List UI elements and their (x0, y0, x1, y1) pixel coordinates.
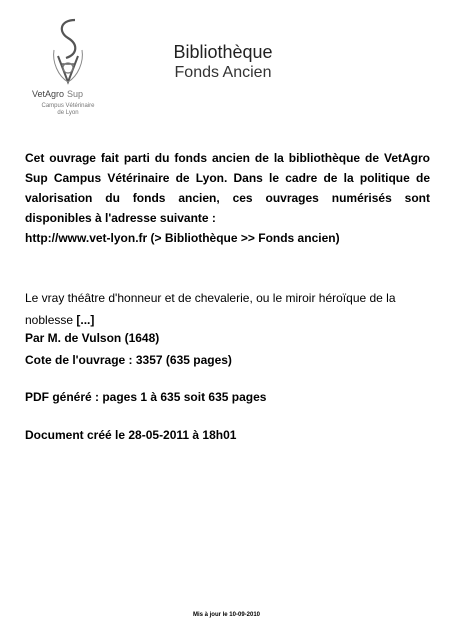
document-created: Document créé le 28-05-2011 à 18h01 (25, 428, 237, 442)
work-title-more: [...] (76, 313, 95, 327)
pdf-generated: PDF généré : pages 1 à 635 soit 635 pages (25, 390, 267, 404)
work-title-text: Le vray théâtre d'honneur et de chevalerie, ou le miroir héroïque de la noblesse (25, 291, 396, 327)
intro-block (25, 148, 430, 248)
intro-paragraph: Cet ouvrage fait parti du fonds ancien de la bibliothèque de VetAgro Sup Campus Vétérinaire de Lyon. Dans le cadre de la politique de valorisation du fonds ancien, ces ouvrages numérisés sont disponibles à l'adresse suivante : (25, 151, 430, 225)
library-subtitle: Fonds Ancien (174, 64, 272, 81)
logo-campus-line2: de Lyon (57, 110, 79, 116)
vetagro-emblem-icon (48, 16, 88, 88)
work-title (25, 287, 430, 331)
vetagro-logo (22, 14, 142, 124)
logo-name (32, 89, 83, 99)
work-cote: Cote de l'ouvrage : 3357 (635 pages) (25, 353, 232, 367)
logo-name-main: VetAgro (32, 89, 65, 99)
footer-updated: Mis à jour le 10-09-2010 (192, 612, 261, 618)
library-link[interactable]: http://www.vet-lyon.fr (> Bibliothèque >> Fonds ancien) (25, 231, 340, 245)
logo-name-suffix: Sup (67, 89, 84, 99)
logo-campus-line1: Campus Vétérinaire (41, 103, 95, 109)
work-author: Par M. de Vulson (1648) (25, 331, 160, 345)
library-title: Bibliothèque (173, 42, 273, 62)
